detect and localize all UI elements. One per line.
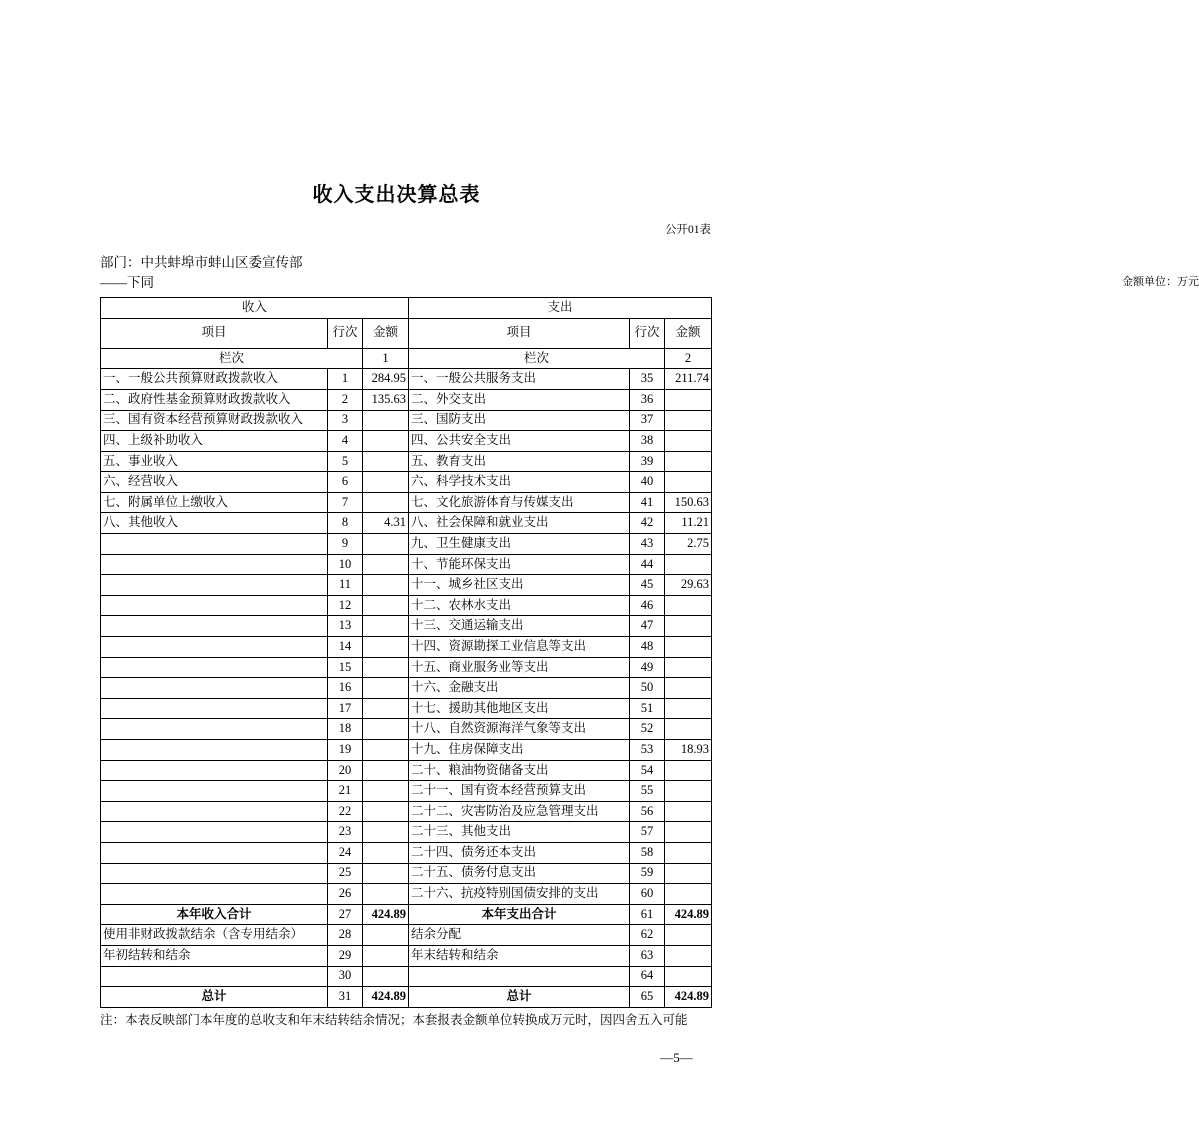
cell-income-amount (363, 925, 409, 946)
table-row (101, 760, 712, 781)
cell-exp-item: 七、文化旅游体育与传媒支出 (409, 492, 630, 513)
cell-income-item (101, 534, 328, 555)
table-index-row (101, 348, 712, 369)
cell-exp-line: 43 (630, 534, 665, 555)
cell-exp-item: 十四、资源勘探工业信息等支出 (409, 637, 630, 658)
table-row (101, 513, 712, 534)
cell-income-amount (363, 822, 409, 843)
cell-income-amount: 4.31 (363, 513, 409, 534)
index-label-left: 栏次 (101, 348, 363, 369)
cell-income-amount (363, 678, 409, 699)
index-value-right: 2 (665, 348, 712, 369)
index-value-left: 1 (363, 348, 409, 369)
cell-exp-line: 48 (630, 637, 665, 658)
cell-exp-line: 36 (630, 389, 665, 410)
col-header-income-line: 行次 (328, 318, 363, 348)
table-row (101, 595, 712, 616)
cell-exp-line: 62 (630, 925, 665, 946)
cell-income-line: 29 (328, 945, 363, 966)
cell-exp-item: 结余分配 (409, 925, 630, 946)
table-row (101, 698, 712, 719)
cell-income-item: 总计 (101, 987, 328, 1008)
cell-income-item (101, 884, 328, 905)
cell-income-amount (363, 740, 409, 761)
cell-income-line: 12 (328, 595, 363, 616)
cell-income-line: 28 (328, 925, 363, 946)
cell-exp-amount (665, 389, 712, 410)
cell-exp-item: 十三、交通运输支出 (409, 616, 630, 637)
cell-income-amount (363, 575, 409, 596)
table-row (101, 492, 712, 513)
cell-exp-item: 一、一般公共服务支出 (409, 369, 630, 390)
cell-exp-line: 59 (630, 863, 665, 884)
cell-exp-amount (665, 781, 712, 802)
cell-income-line: 11 (328, 575, 363, 596)
cell-income-amount (363, 410, 409, 431)
cell-income-amount (363, 781, 409, 802)
table-column-header-row (101, 318, 712, 348)
table-summary-row (101, 904, 712, 925)
cell-income-item (101, 966, 328, 987)
cell-exp-item: 二十五、债务付息支出 (409, 863, 630, 884)
cell-income-item (101, 781, 328, 802)
table-row (101, 616, 712, 637)
department-label: 部门：中共蚌埠市蚌山区委宣传部 (100, 255, 303, 270)
group-header-expenditure: 支出 (409, 298, 712, 319)
cell-exp-line: 41 (630, 492, 665, 513)
cell-exp-amount (665, 657, 712, 678)
cell-exp-line: 38 (630, 431, 665, 452)
cell-income-line: 31 (328, 987, 363, 1008)
cell-income-item (101, 616, 328, 637)
cell-income-item (101, 657, 328, 678)
table-row (101, 637, 712, 658)
cell-income-item (101, 822, 328, 843)
col-header-exp-item: 项目 (409, 318, 630, 348)
cell-income-amount (363, 534, 409, 555)
cell-income-line: 4 (328, 431, 363, 452)
cell-exp-item: 八、社会保障和就业支出 (409, 513, 630, 534)
cell-exp-amount: 2.75 (665, 534, 712, 555)
cell-exp-amount (665, 842, 712, 863)
cell-exp-item: 二十四、债务还本支出 (409, 842, 630, 863)
cell-income-amount (363, 492, 409, 513)
cell-exp-line: 50 (630, 678, 665, 699)
table-row (101, 534, 712, 555)
cell-exp-item: 十九、住房保障支出 (409, 740, 630, 761)
cell-income-line: 14 (328, 637, 363, 658)
table-row (101, 410, 712, 431)
cell-income-line: 2 (328, 389, 363, 410)
cell-income-line: 24 (328, 842, 363, 863)
cell-exp-line: 63 (630, 945, 665, 966)
cell-income-line: 26 (328, 884, 363, 905)
cell-exp-line: 42 (630, 513, 665, 534)
sub-label: ——下同 (100, 274, 154, 290)
cell-exp-line: 58 (630, 842, 665, 863)
cell-income-item: 使用非财政拨款结余（含专用结余） (101, 925, 328, 946)
cell-income-line: 16 (328, 678, 363, 699)
cell-exp-item: 三、国防支出 (409, 410, 630, 431)
cell-exp-line: 51 (630, 698, 665, 719)
cell-exp-item: 本年支出合计 (409, 904, 630, 925)
cell-exp-amount (665, 719, 712, 740)
cell-exp-item: 总计 (409, 987, 630, 1008)
group-header-income: 收入 (101, 298, 409, 319)
cell-exp-amount (665, 554, 712, 575)
form-code: 公开01表 (665, 224, 711, 236)
cell-exp-amount: 11.21 (665, 513, 712, 534)
cell-exp-amount (665, 472, 712, 493)
cell-income-item (101, 801, 328, 822)
cell-exp-amount: 424.89 (665, 904, 712, 925)
cell-income-amount: 284.95 (363, 369, 409, 390)
cell-income-line: 6 (328, 472, 363, 493)
cell-exp-line: 35 (630, 369, 665, 390)
page-title: 收入支出决算总表 (312, 184, 481, 206)
cell-income-line: 13 (328, 616, 363, 637)
cell-income-line: 10 (328, 554, 363, 575)
cell-exp-item: 二十、粮油物资储备支出 (409, 760, 630, 781)
sub-line (0, 273, 1199, 293)
cell-exp-amount (665, 410, 712, 431)
cell-exp-line: 44 (630, 554, 665, 575)
cell-income-amount (363, 554, 409, 575)
cell-exp-line: 56 (630, 801, 665, 822)
cell-exp-amount (665, 678, 712, 699)
table-row (101, 842, 712, 863)
cell-income-line: 21 (328, 781, 363, 802)
cell-exp-amount (665, 966, 712, 987)
cell-exp-item: 十六、金融支出 (409, 678, 630, 699)
cell-income-item (101, 595, 328, 616)
cell-exp-amount (665, 801, 712, 822)
cell-income-amount (363, 698, 409, 719)
cell-income-item: 四、上级补助收入 (101, 431, 328, 452)
table-row (101, 657, 712, 678)
cell-income-line: 1 (328, 369, 363, 390)
cell-income-amount (363, 472, 409, 493)
table-summary-row (101, 945, 712, 966)
table-summary-row (101, 925, 712, 946)
cell-income-line: 23 (328, 822, 363, 843)
cell-income-line: 19 (328, 740, 363, 761)
unit-note: 金额单位：万元 (1122, 275, 1199, 288)
col-header-exp-line: 行次 (630, 318, 665, 348)
cell-exp-line: 52 (630, 719, 665, 740)
cell-exp-line: 47 (630, 616, 665, 637)
cell-exp-amount (665, 637, 712, 658)
cell-income-item: 本年收入合计 (101, 904, 328, 925)
index-label-right: 栏次 (409, 348, 665, 369)
cell-income-amount (363, 637, 409, 658)
department-line (0, 237, 793, 273)
table-row (101, 431, 712, 452)
cell-income-item: 六、经营收入 (101, 472, 328, 493)
cell-income-line: 7 (328, 492, 363, 513)
table-row (101, 740, 712, 761)
cell-exp-line: 64 (630, 966, 665, 987)
cell-income-line: 22 (328, 801, 363, 822)
table-row (101, 884, 712, 905)
table-row (101, 822, 712, 843)
cell-exp-item: 年末结转和结余 (409, 945, 630, 966)
budget-table (100, 297, 712, 1008)
cell-income-line: 25 (328, 863, 363, 884)
cell-exp-line: 45 (630, 575, 665, 596)
cell-exp-line: 39 (630, 451, 665, 472)
cell-income-amount (363, 760, 409, 781)
cell-exp-item: 十一、城乡社区支出 (409, 575, 630, 596)
cell-exp-amount (665, 698, 712, 719)
cell-income-item: 二、政府性基金预算财政拨款收入 (101, 389, 328, 410)
cell-income-amount (363, 863, 409, 884)
cell-exp-amount: 424.89 (665, 987, 712, 1008)
cell-income-amount (363, 884, 409, 905)
col-header-income-item: 项目 (101, 318, 328, 348)
cell-income-amount: 424.89 (363, 904, 409, 925)
cell-exp-line: 40 (630, 472, 665, 493)
table-row (101, 719, 712, 740)
cell-exp-item: 二、外交支出 (409, 389, 630, 410)
cell-exp-line: 54 (630, 760, 665, 781)
col-header-income-amount: 金额 (363, 318, 409, 348)
cell-exp-line: 37 (630, 410, 665, 431)
cell-income-line: 8 (328, 513, 363, 534)
cell-income-item (101, 863, 328, 884)
cell-exp-amount (665, 431, 712, 452)
cell-exp-amount (665, 822, 712, 843)
cell-income-item (101, 575, 328, 596)
table-summary-row (101, 966, 712, 987)
table-row (101, 369, 712, 390)
table-summary-row (101, 987, 712, 1008)
cell-income-amount: 135.63 (363, 389, 409, 410)
cell-exp-line: 57 (630, 822, 665, 843)
cell-income-item (101, 842, 328, 863)
cell-income-item (101, 637, 328, 658)
cell-exp-item: 十五、商业服务业等支出 (409, 657, 630, 678)
cell-income-amount (363, 595, 409, 616)
cell-exp-item: 六、科学技术支出 (409, 472, 630, 493)
cell-exp-amount (665, 451, 712, 472)
cell-exp-line: 49 (630, 657, 665, 678)
table-row (101, 781, 712, 802)
col-header-exp-amount: 金额 (665, 318, 712, 348)
cell-exp-item: 十、节能环保支出 (409, 554, 630, 575)
cell-exp-item (409, 966, 630, 987)
cell-exp-line: 55 (630, 781, 665, 802)
cell-exp-item: 十七、援助其他地区支出 (409, 698, 630, 719)
cell-income-amount (363, 616, 409, 637)
cell-income-item: 五、事业收入 (101, 451, 328, 472)
cell-exp-amount: 18.93 (665, 740, 712, 761)
table-row (101, 389, 712, 410)
cell-income-item: 一、一般公共预算财政拨款收入 (101, 369, 328, 390)
cell-exp-item: 九、卫生健康支出 (409, 534, 630, 555)
cell-exp-amount (665, 945, 712, 966)
cell-income-line: 17 (328, 698, 363, 719)
table-row (101, 451, 712, 472)
cell-exp-item: 二十二、灾害防治及应急管理支出 (409, 801, 630, 822)
table-row (101, 554, 712, 575)
table-note: 注：本表反映部门本年度的总收支和年末结转结余情况；本套报表金额单位转换成万元时，因四舍五入可能 (100, 1012, 688, 1027)
cell-income-line: 18 (328, 719, 363, 740)
page-number: —5— (660, 1049, 693, 1065)
cell-exp-amount (665, 760, 712, 781)
cell-income-line: 20 (328, 760, 363, 781)
cell-income-amount (363, 657, 409, 678)
cell-exp-amount: 29.63 (665, 575, 712, 596)
cell-income-line: 9 (328, 534, 363, 555)
cell-exp-amount (665, 884, 712, 905)
cell-exp-amount (665, 863, 712, 884)
cell-exp-item: 五、教育支出 (409, 451, 630, 472)
cell-income-item: 八、其他收入 (101, 513, 328, 534)
cell-exp-item: 二十三、其他支出 (409, 822, 630, 843)
cell-income-item: 七、附属单位上缴收入 (101, 492, 328, 513)
cell-exp-line: 65 (630, 987, 665, 1008)
table-row (101, 575, 712, 596)
cell-exp-item: 二十六、抗疫特别国债安排的支出 (409, 884, 630, 905)
cell-income-item (101, 554, 328, 575)
cell-income-amount (363, 801, 409, 822)
cell-income-item: 三、国有资本经营预算财政拨款收入 (101, 410, 328, 431)
cell-exp-item: 四、公共安全支出 (409, 431, 630, 452)
cell-income-item: 年初结转和结余 (101, 945, 328, 966)
cell-exp-item: 十二、农林水支出 (409, 595, 630, 616)
table-row (101, 678, 712, 699)
cell-income-line: 5 (328, 451, 363, 472)
cell-exp-line: 60 (630, 884, 665, 905)
table-row (101, 801, 712, 822)
cell-exp-amount (665, 595, 712, 616)
cell-exp-line: 61 (630, 904, 665, 925)
table-row (101, 472, 712, 493)
cell-exp-amount (665, 616, 712, 637)
cell-income-amount (363, 719, 409, 740)
cell-exp-amount: 211.74 (665, 369, 712, 390)
cell-income-line: 3 (328, 410, 363, 431)
cell-exp-line: 53 (630, 740, 665, 761)
cell-income-amount (363, 431, 409, 452)
cell-income-amount (363, 945, 409, 966)
cell-income-line: 15 (328, 657, 363, 678)
cell-income-amount (363, 966, 409, 987)
cell-income-item (101, 760, 328, 781)
cell-income-amount (363, 451, 409, 472)
cell-income-item (101, 740, 328, 761)
cell-income-line: 30 (328, 966, 363, 987)
cell-exp-amount: 150.63 (665, 492, 712, 513)
cell-exp-amount (665, 925, 712, 946)
table-group-header-row (101, 298, 712, 319)
cell-income-item (101, 698, 328, 719)
cell-income-item (101, 719, 328, 740)
cell-income-amount (363, 842, 409, 863)
cell-income-line: 27 (328, 904, 363, 925)
cell-income-amount: 424.89 (363, 987, 409, 1008)
cell-exp-line: 46 (630, 595, 665, 616)
cell-exp-item: 二十一、国有资本经营预算支出 (409, 781, 630, 802)
cell-exp-item: 十八、自然资源海洋气象等支出 (409, 719, 630, 740)
table-row (101, 863, 712, 884)
cell-income-item (101, 678, 328, 699)
